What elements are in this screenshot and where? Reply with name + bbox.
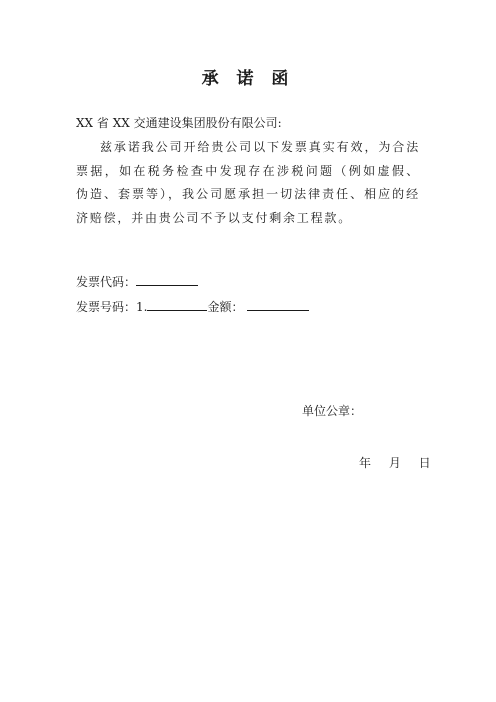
company-seal-label: 单位公章： [302,404,363,418]
invoice-number-row [76,298,309,315]
invoice-code-blank [136,273,198,286]
amount-label: 金额： [207,300,244,314]
salutation: XX 省 XX 交通建设集团股份有限公司: [76,116,282,130]
invoice-number-prefix: 1. [136,300,148,314]
date-line: 年 月 日 [359,456,431,470]
invoice-number-blank [147,298,207,311]
invoice-code-row [76,273,198,290]
invoice-code-label: 发票代码： [76,275,137,289]
commitment-body: 兹承诺我公司开给贵公司以下发票真实有效，为合法票据，如在税务检查中发现存在涉税问题（例如虚假、伪造、套票等），我公司愿承担一切法律责任、相应的经济赔偿，并由贵公司不予以支付剩余工程款。 [76,140,420,225]
amount-blank [247,298,309,311]
invoice-number-label: 发票号码： [76,300,137,314]
document-title: 承 诺 函 [201,69,295,89]
